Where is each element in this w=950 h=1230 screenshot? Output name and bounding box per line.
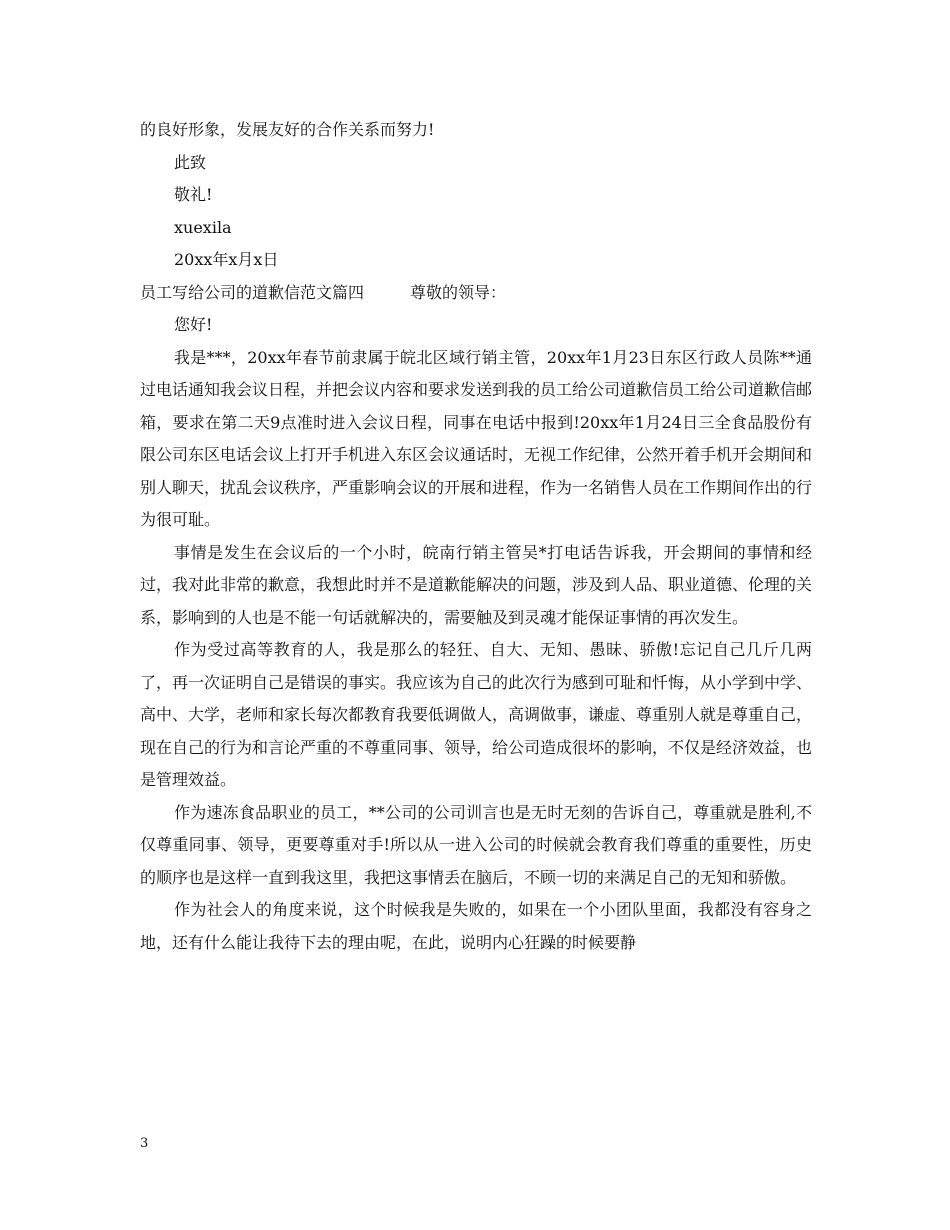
letter-date: 20xx年x月x日	[174, 250, 279, 269]
body-paragraph: 我是***，20xx年春节前隶属于皖北区域行销主管，20xx年1月23日东区行政人员陈**通过电话通知我会议日程，并把会议内容和要求发送到我的员工给公司道歉信员工给公司道歉信邮箱，要求在第二天9点准时进入会议日程，同事在电话中报到!20xx年1月24日三全食品股份有限公司东区电话会议上打开手机进入东区会议通话时，无视工作纪律，公然开着手机开会期间和别人聊天，扰乱会议秩序，严重影响会议的开展和进程，作为一名销售人员在工作期间作出的行为很可耻。	[140, 347, 813, 529]
addressee: 尊敬的领导：	[410, 282, 507, 302]
document-body	[140, 114, 812, 959]
closing-salutation: 此致	[174, 152, 207, 172]
greeting: 您好!	[174, 315, 213, 334]
body-paragraph: 作为社会人的角度来说，这个时候我是失败的，如果在一个小团队里面，我都没有容身之地，还有什么能让我待下去的理由呢，在此，说明内心狂躁的时候要静	[140, 900, 812, 952]
continuation-line: 的良好形象，发展友好的合作关系而努力!	[140, 120, 435, 139]
page-number: 3	[140, 1136, 149, 1151]
body-paragraph: 作为受过高等教育的人，我是那么的轻狂、自大、无知、愚昧、骄傲!忘记自己几斤几两了，再一次证明自己是错误的事实。我应该为自己的此次行为感到可耻和忏悔，从小学到中学、高中、大学，老师和家长每次都教育我要低调做人，高调做事，谦虚、尊重别人就是尊重自己，现在自己的行为和言论严重的不尊重同事、领导，给公司造成很坏的影响，不仅是经济效益，也是管理效益。	[140, 640, 813, 789]
body-paragraph: 作为速冻食品职业的员工，**公司的公司训言也是无时无刻的告诉自己，尊重就是胜利,不仅尊重同事、领导，更要尊重对手!所以从一进入公司的时候就会教育我们尊重的重要性，历史的顺序也是这样一直到我这里，我把这事情丢在脑后，不顾一切的来满足自己的无知和骄傲。	[140, 802, 812, 887]
closing-respect: 敬礼!	[174, 185, 213, 204]
section-title: 员工写给公司的道歉信范文篇四	[140, 282, 365, 302]
section-heading-line	[140, 277, 812, 310]
body-paragraph: 事情是发生在会议后的一个小时，皖南行销主管吴*打电话告诉我，开会期间的事情和经过，我对此非常的歉意，我想此时并不是道歉能解决的问题，涉及到人品、职业道德、伦理的关系，影响到的人也是不能一句话就解决的，需要触及到灵魂才能保证事情的再次发生。	[140, 542, 813, 627]
signature: xuexila	[174, 217, 232, 237]
